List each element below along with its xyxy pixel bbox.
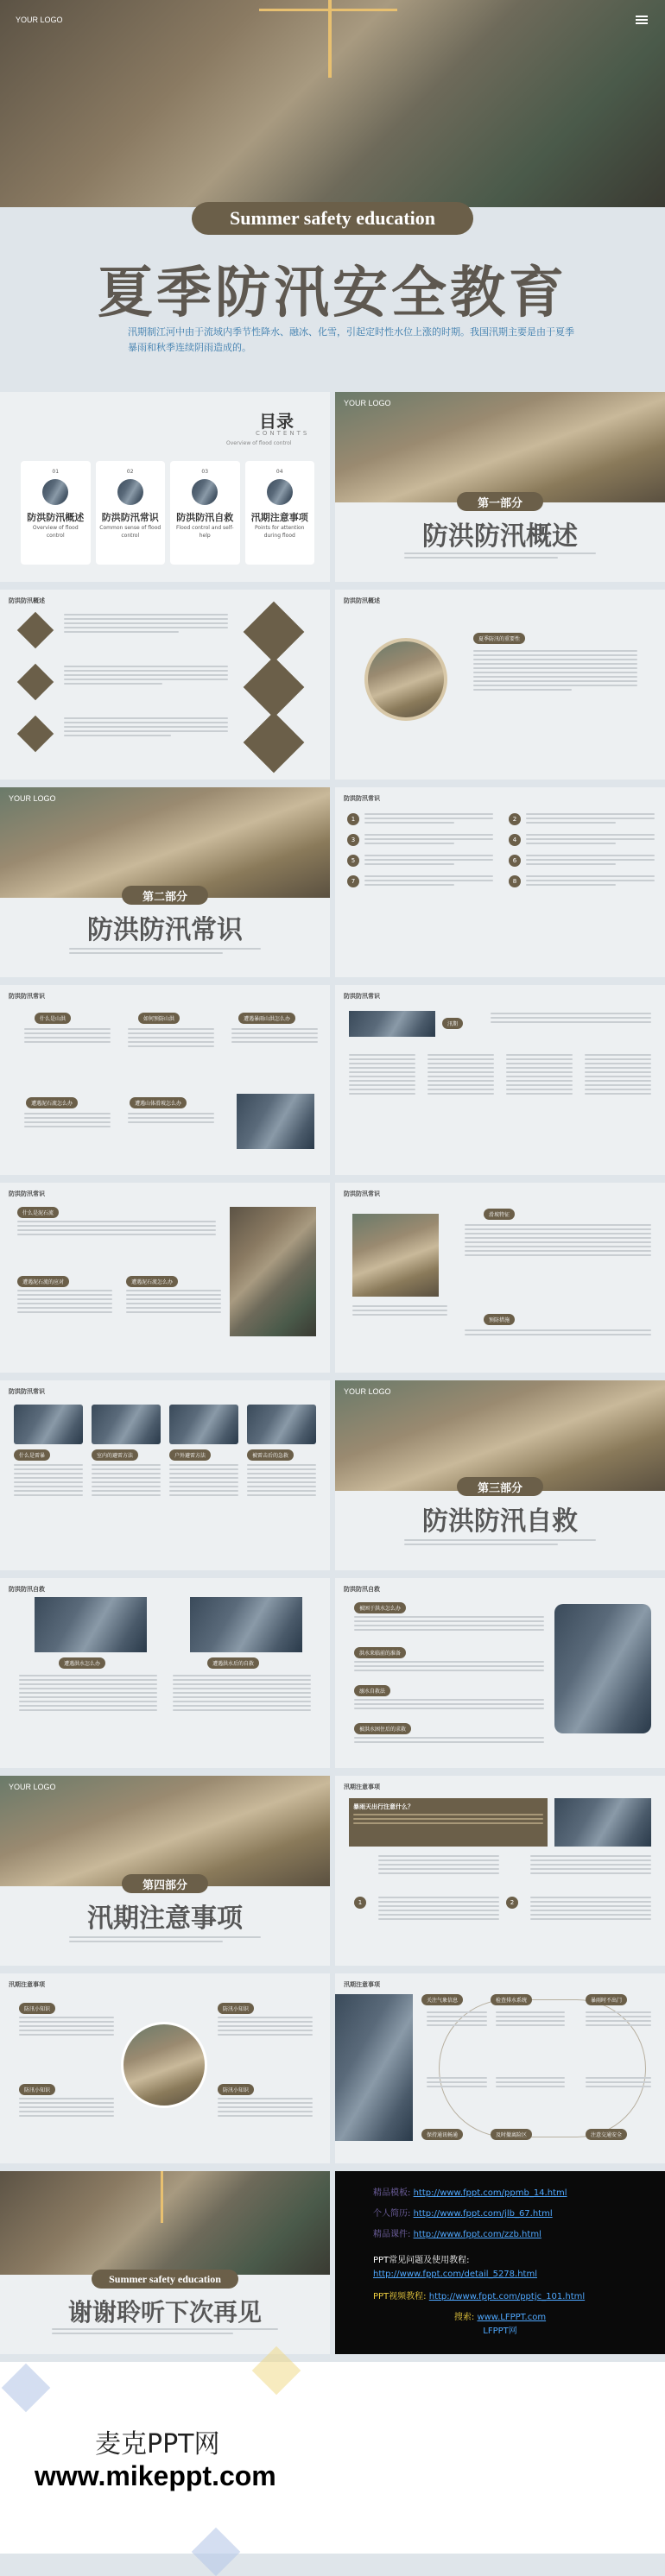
self1-slide: [0, 1578, 330, 1768]
common3-header: 防洪防汛常识: [344, 993, 380, 1000]
note1-text-4: [530, 1897, 651, 1920]
common6-text: [92, 1464, 161, 1496]
note3-tag-1: 关注气象信息: [421, 1994, 463, 2005]
link-templates[interactable]: http://www.fppt.com/ppmb_14.html: [413, 2188, 567, 2198]
toc-num: 04: [276, 469, 283, 475]
note3-text-4: [427, 2077, 487, 2087]
overview2-text: [473, 650, 637, 691]
note2-text-1: [19, 2017, 114, 2036]
note1-banner-title: 暴雨天出行注意什么？: [353, 1803, 414, 1810]
part4-photo: [0, 1776, 330, 1886]
note3-tag-2: 检查排水系统: [491, 1994, 532, 2005]
note3-photo: [335, 1994, 413, 2141]
note1-banner: [349, 1798, 548, 1847]
num-badge: 8: [509, 875, 521, 887]
note2-tag-3: 防汛小知识: [19, 2084, 55, 2095]
note1-header: 汛期注意事项: [344, 1784, 380, 1790]
hero-photo: [0, 0, 665, 207]
note2-text-2: [218, 2017, 313, 2036]
common6-header: 防洪防汛常识: [9, 1388, 45, 1395]
self2-tag-2: 洪水来临前的准备: [354, 1647, 406, 1658]
thanks-photo: [0, 2171, 330, 2275]
link-row: [373, 2290, 627, 2304]
note1-banner-text: [353, 1814, 543, 1824]
common6-tag: 室内的避雷方法: [92, 1449, 138, 1461]
part3-pill: 第三部分: [457, 1477, 543, 1496]
common5-header: 防洪防汛常识: [344, 1190, 380, 1197]
link-row: [373, 2207, 627, 2221]
overview1-text-2: [64, 666, 228, 685]
note3-slide: [335, 1973, 665, 2163]
common6-card: [169, 1405, 238, 1496]
part1-slide: [335, 392, 665, 582]
note3-text-2: [496, 2011, 565, 2026]
link-resume[interactable]: http://www.fppt.com/jlb_67.html: [413, 2209, 553, 2219]
overview1-diamond-3: [17, 716, 54, 752]
part1-logo: YOUR LOGO: [344, 399, 391, 407]
link-label: 精品模板:: [373, 2188, 411, 2198]
common6-tag: 什么是雷暴: [14, 1449, 50, 1461]
num-badge: 4: [509, 834, 521, 846]
self2-tag-3: 溺水自救法: [354, 1685, 390, 1696]
overview1-text-1: [64, 614, 228, 633]
toc-card-4[interactable]: [245, 461, 315, 565]
common6-cards: [14, 1405, 316, 1496]
hero-logo: YOUR LOGO: [16, 16, 63, 24]
note2-text-4: [218, 2098, 313, 2117]
common6-tag: 被雷击后的急救: [247, 1449, 294, 1461]
part2-title: 防洪防汛常识: [87, 916, 243, 944]
note1-text-1: [378, 1855, 499, 1874]
common5-photo: [352, 1214, 439, 1297]
common2-tag-2: 如何预防山洪: [138, 1013, 180, 1024]
link-tutorial[interactable]: http://www.fppt.com/detail_5278.html: [373, 2270, 537, 2279]
part3-title: 防洪防汛自救: [422, 1507, 578, 1536]
lightning-photo: [247, 1405, 316, 1444]
lightning-photo: [92, 1405, 161, 1444]
self2-slide: [335, 1578, 665, 1768]
common1-item: [509, 834, 655, 846]
footer-shape-1: [2, 2364, 51, 2413]
self1-header: 防洪防汛自救: [9, 1586, 45, 1593]
note3-header: 汛期注意事项: [344, 1981, 380, 1988]
part3-photo: [335, 1380, 665, 1491]
num-badge: 6: [509, 855, 521, 867]
note3-text-5: [496, 2077, 565, 2087]
common3-col: [349, 1054, 415, 1095]
common5-caption: [352, 1305, 447, 1316]
overview2-tag: 夏季防汛的重要性: [473, 633, 525, 644]
toc-card-2[interactable]: [96, 461, 166, 565]
common1-item: [347, 855, 493, 867]
common4-tag-1: 什么是泥石流: [17, 1207, 59, 1218]
common2-tag-5: 遭遇山体滑坡怎么办: [130, 1097, 187, 1108]
thanks-desc: [52, 2328, 278, 2334]
part2-logo: YOUR LOGO: [9, 794, 56, 803]
part4-desc: [69, 1936, 261, 1942]
hero-title: 夏季防汛安全教育: [98, 262, 567, 324]
toc-card-1[interactable]: [21, 461, 91, 565]
links-slide: [335, 2171, 665, 2354]
toc-card-3[interactable]: [170, 461, 240, 565]
common6-text: [247, 1464, 316, 1496]
hero-crane: [328, 0, 332, 78]
self2-tag-1: 被困于洪水怎么办: [354, 1602, 406, 1613]
hero-pill: Summer safety education: [192, 202, 473, 235]
toc-en: Overview of flood control: [32, 525, 79, 539]
tutorial-label: PPT常见问题及使用教程:: [373, 2256, 470, 2265]
common6-card: [92, 1405, 161, 1496]
common1-grid: [347, 813, 655, 887]
part2-pill: 第二部分: [122, 886, 208, 905]
part2-photo: [0, 787, 330, 898]
note3-tag-5: 及时撤离险区: [491, 2129, 532, 2140]
thanks-crane: [161, 2171, 163, 2223]
common1-item: [509, 855, 655, 867]
part3-slide: [335, 1380, 665, 1570]
common6-card: [14, 1405, 83, 1496]
common2-text-1: [24, 1028, 111, 1043]
footer-url[interactable]: www.mikeppt.com: [35, 2460, 276, 2491]
overview1-slide: [0, 590, 330, 780]
link-label: 个人简历:: [373, 2209, 411, 2219]
common3-col: [428, 1054, 494, 1095]
toc-en: Points for attention during flood: [255, 525, 305, 539]
common5-slide: [335, 1183, 665, 1373]
note3-tag-6: 注意交通安全: [586, 2129, 627, 2140]
toc-num: 02: [126, 469, 134, 475]
self1-tag-1: 遭遇洪水怎么办: [59, 1657, 105, 1669]
common1-slide: [335, 787, 665, 977]
common2-text-3: [231, 1028, 318, 1043]
note1-text-3: [378, 1897, 499, 1920]
note3-tag-3: 暴雨时不出门: [586, 1994, 627, 2005]
hero-crane-arm: [259, 9, 397, 11]
note2-tag-4: 防汛小知识: [218, 2084, 254, 2095]
common1-item: [347, 813, 493, 825]
common2-tag-3: 遭遇暴雨山洪怎么办: [238, 1013, 295, 1024]
common4-tag-2: 遭遇泥石流的应对: [17, 1276, 69, 1287]
part4-title: 汛期注意事项: [87, 1904, 243, 1933]
note1-text-2: [530, 1855, 651, 1874]
num-badge: 2: [506, 1897, 518, 1909]
part1-desc: [404, 552, 596, 559]
self1-tag-2: 遭遇洪水后的自救: [207, 1657, 259, 1669]
common1-item: [509, 875, 655, 887]
note3-text-6: [586, 2077, 651, 2087]
common6-text: [14, 1464, 83, 1496]
search-label: 搜索:: [453, 2313, 475, 2322]
overview2-circle-photo: [364, 638, 447, 721]
toc-en: Common sense of flood control: [99, 525, 162, 539]
video-label: PPT视频教程:: [373, 2292, 427, 2301]
common2-text-5: [128, 1113, 214, 1123]
toc-label: 防洪防汛概述: [27, 512, 85, 523]
hero-desc: 汛期制江河中由于流域内季节性降水、融冰、化雪，引起定时性水位上涨的时期。我国汛期主要是由于夏季暴雨和秋季连续阴雨造成的。: [128, 326, 574, 353]
thanks-title: 谢谢聆听下次再见: [67, 2300, 262, 2327]
note3-text-1: [427, 2011, 487, 2026]
common2-header: 防洪防汛常识: [9, 993, 45, 1000]
overview1-photo-3: [244, 712, 305, 773]
num-badge: 7: [347, 875, 359, 887]
num-badge: 3: [347, 834, 359, 846]
thanks-pill: Summer safety education: [92, 2270, 238, 2289]
common4-text-2: [17, 1290, 112, 1313]
note2-tag-2: 防汛小知识: [218, 2003, 254, 2014]
num-badge: 2: [509, 813, 521, 825]
part1-photo: [335, 392, 665, 502]
self2-header: 防洪防汛自救: [344, 1586, 380, 1593]
search-row: [373, 2311, 627, 2325]
self1-text-1: [19, 1675, 157, 1711]
self2-tag-4: 被洪水困住后的求救: [354, 1723, 411, 1734]
toc-label: 防洪防汛自救: [176, 512, 234, 523]
common5-tag-2: 预防措施: [484, 1314, 515, 1325]
part1-title: 防洪防汛概述: [422, 522, 578, 551]
overview1-photo-1: [244, 602, 305, 663]
part4-slide: [0, 1776, 330, 1966]
common3-col: [585, 1054, 651, 1095]
common5-text-2: [465, 1329, 651, 1335]
footer: [0, 2362, 665, 2554]
note2-header: 汛期注意事项: [9, 1981, 45, 1988]
link-label: 精品课件:: [373, 2230, 411, 2239]
link-row: [373, 2228, 627, 2242]
common1-header: 防洪防汛常识: [344, 795, 380, 802]
common3-tag: 汛期: [442, 1018, 463, 1029]
overview2-header: 防洪防汛概述: [344, 597, 380, 604]
self2-photo: [554, 1604, 651, 1733]
part4-logo: YOUR LOGO: [9, 1783, 56, 1791]
common2-photo: [237, 1094, 314, 1149]
toc-circle: [117, 479, 143, 505]
common4-photo: [230, 1207, 316, 1336]
toc-cards: [21, 461, 314, 565]
num-badge: 1: [354, 1897, 366, 1909]
link-video[interactable]: http://www.fppt.com/pptjc_101.html: [428, 2292, 586, 2301]
self1-photo-1: [35, 1597, 147, 1652]
note2-tag-1: 防汛小知识: [19, 2003, 55, 2014]
num-badge: 5: [347, 855, 359, 867]
common2-tag-1: 什么是山洪: [35, 1013, 71, 1024]
part2-desc: [69, 948, 261, 954]
common3-photo: [349, 1011, 435, 1037]
toc-title: 目录: [259, 413, 294, 432]
note2-text-3: [19, 2098, 114, 2117]
search-sub: LFPPT网: [483, 2327, 517, 2336]
common5-tag: 滑坡特征: [484, 1209, 515, 1220]
overview2-slide: [335, 590, 665, 780]
lightning-photo: [14, 1405, 83, 1444]
common2-tag-4: 遭遇泥石流怎么办: [26, 1097, 78, 1108]
toc-sub2: Overview of flood control: [226, 440, 292, 446]
self2-text-3: [354, 1699, 544, 1709]
thanks-slide: [0, 2171, 330, 2354]
common6-tag: 户外避雷方法: [169, 1449, 211, 1461]
link-courseware[interactable]: http://www.fppt.com/zzb.html: [413, 2230, 542, 2239]
toc-circle: [42, 479, 68, 505]
common4-text-3: [126, 1290, 221, 1313]
footer-brand: 麦克PPT网: [95, 2429, 220, 2459]
footer-shape-3: [192, 2528, 241, 2576]
self2-text-1: [354, 1616, 544, 1631]
overview1-header: 防洪防汛概述: [9, 597, 45, 604]
overview1-text-3: [64, 717, 228, 736]
common3-col: [506, 1054, 573, 1095]
overview1-photo-2: [244, 657, 305, 718]
toc-num: 01: [52, 469, 60, 475]
common2-slide: [0, 985, 330, 1175]
toc-circle: [192, 479, 218, 505]
note2-slide: [0, 1973, 330, 2163]
common1-item: [347, 875, 493, 887]
link-row: [373, 2187, 627, 2200]
common4-tag-3: 遭遇泥石流怎么办: [126, 1276, 178, 1287]
self2-text-4: [354, 1737, 544, 1743]
menu-icon[interactable]: [636, 16, 648, 24]
common4-text-1: [17, 1221, 216, 1235]
num-badge: 1: [347, 813, 359, 825]
part2-slide: [0, 787, 330, 977]
common2-text-2: [128, 1028, 214, 1047]
common3-intro: [491, 1013, 651, 1023]
common1-item: [347, 834, 493, 846]
part4-pill: 第四部分: [122, 1874, 208, 1893]
note1-slide: [335, 1776, 665, 1966]
toc-circle: [267, 479, 293, 505]
common1-item: [509, 813, 655, 825]
self1-photo-2: [190, 1597, 302, 1652]
part1-pill: 第一部分: [457, 492, 543, 511]
common3-cols: [349, 1054, 651, 1095]
note3-text-3: [586, 2011, 651, 2026]
link-search[interactable]: www.LFPPT.com: [477, 2313, 547, 2322]
common4-slide: [0, 1183, 330, 1373]
toc-slide: [0, 392, 330, 582]
note1-photo: [554, 1798, 651, 1847]
common5-text: [465, 1224, 651, 1256]
self2-text-2: [354, 1661, 544, 1671]
overview1-diamond-2: [17, 664, 54, 700]
note2-circle-photo: [121, 2022, 207, 2108]
common6-slide: [0, 1380, 330, 1570]
toc-num: 03: [201, 469, 209, 475]
common3-slide: [335, 985, 665, 1175]
common2-text-4: [24, 1113, 111, 1127]
toc-sub: CONTENTS: [256, 430, 310, 437]
common4-header: 防洪防汛常识: [9, 1190, 45, 1197]
part3-desc: [404, 1539, 596, 1545]
toc-label: 防洪防汛常识: [101, 512, 159, 523]
common6-text: [169, 1464, 238, 1496]
note3-tag-4: 保持通讯畅通: [421, 2129, 463, 2140]
overview1-diamond-1: [17, 612, 54, 648]
common6-card: [247, 1405, 316, 1496]
toc-label: 汛期注意事项: [250, 512, 308, 523]
self1-text-2: [173, 1675, 311, 1711]
part3-logo: YOUR LOGO: [344, 1387, 391, 1396]
lightning-photo: [169, 1405, 238, 1444]
toc-en: Flood control and self-help: [175, 525, 234, 539]
